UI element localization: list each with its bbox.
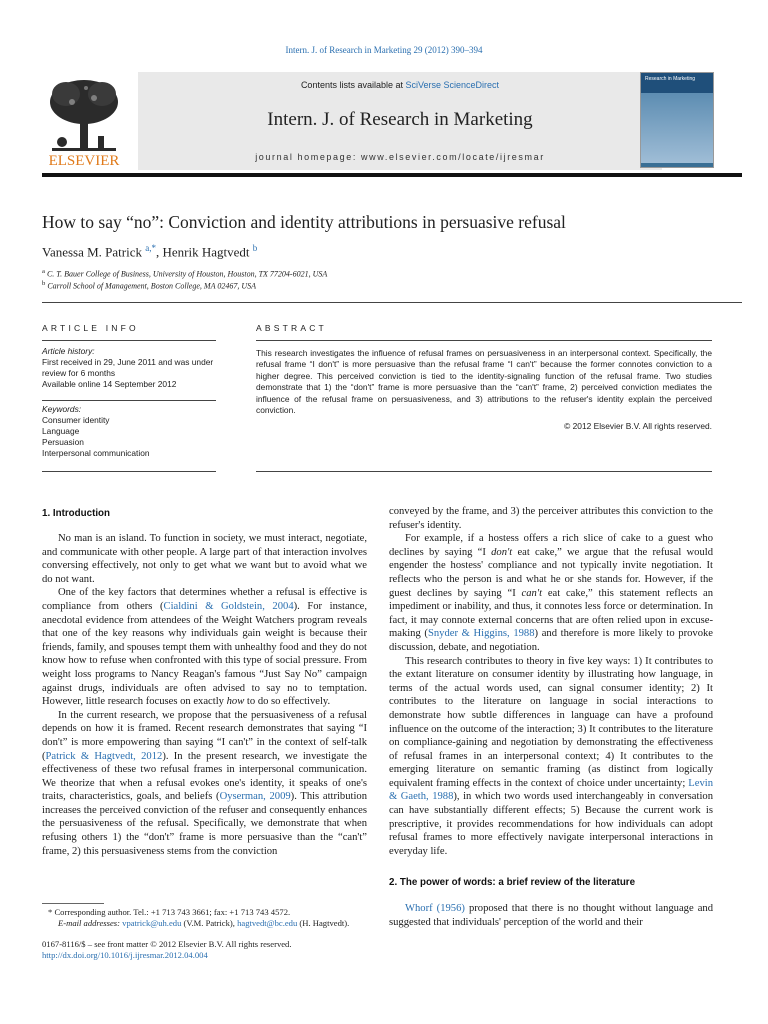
article-history-label: Article history: — [42, 346, 95, 356]
sciencedirect-link[interactable]: SciVerse ScienceDirect — [405, 80, 500, 90]
divider — [256, 340, 712, 341]
citation-link[interactable]: Cialdini & Goldstein, 2004 — [163, 600, 294, 612]
header-rule — [42, 173, 742, 177]
corresponding-author-note: * Corresponding author. Tel.: +1 713 743 3661; fax: +1 713 743 4572. — [48, 907, 291, 917]
affiliation-b: $^b$ Carroll School of Management, Boston College, MA 02467, USA — [42, 280, 256, 291]
citation-link[interactable]: Oyserman, 2009 — [219, 791, 291, 803]
keywords — [42, 404, 222, 459]
right-column — [389, 505, 713, 858]
keyword[interactable]: Language — [42, 426, 80, 436]
paragraph: In the current research, we propose that the persuasiveness of a refusal depends on how it is framed. Recent research demonstrates that saying “I don't” is more empowering than saying “I can't” in the context of self-talk (Patrick & Hagtvedt, 2012). In the present research, we investigate the effectiveness of these two refusal frames in interpersonal communication. We theorize that when a refusal evokes one's identity, it speaks of one's traits, characteristics, goals, and beliefs (Oyserman, 2009). This attribution increases the perceived conviction of the refuser and consequently enhances the persuasiveness of the refusal. Specifically, we demonstrate that when refusing others 1) the “don't” frame is more persuasive than the “can't” frame, 2) this persuasiveness stems from the conviction — [42, 709, 368, 857]
contents-line: Contents lists available at SciVerse ScienceDirect — [300, 80, 500, 90]
email-link[interactable]: vpatrick@uh.edu — [122, 918, 182, 928]
keyword[interactable]: Consumer identity — [42, 415, 110, 425]
article-history: Article history: First received in 29, June 2011 and was under review for 6 months Available online 14 September 2012 — [42, 346, 214, 389]
journal-title: Intern. J. of Research in Marketing — [267, 109, 533, 130]
paragraph: For example, if a hostess offers a rich slice of cake to a guest who declines by saying “I don't eat cake,” we argue that the refusal would engender the hostess' compliance and not typically invite negotiation. It reflects who the person is and what he or she stands for. However, if the guest declines by saying “I can't eat cake,” this statement reflects an impediment or inability, and thus, it connotes less force or determination. In fact, it may connote external concerns that are often relied upon in excuse-making (Snyder & Higgins, 1988) and therefore is more likely to provoke discussion, debate, and negotiation. — [389, 533, 713, 653]
footnotes — [42, 907, 372, 929]
journal-reference[interactable]: Intern. J. of Research in Marketing 29 (2012) 390–394 — [285, 45, 483, 55]
section-heading-literature: 2. The power of words: a brief review of the literature — [389, 877, 636, 888]
citation-link[interactable]: Levin & Gaeth, 1988 — [389, 777, 713, 803]
divider — [256, 471, 712, 472]
abstract-heading: ABSTRACT — [256, 323, 327, 333]
journal-cover-thumbnail[interactable] — [640, 72, 714, 168]
author-superscript[interactable]: b — [252, 243, 258, 253]
article-info-heading: ARTICLE INFO — [42, 323, 139, 333]
keyword[interactable]: Persuasion — [42, 437, 84, 447]
email-note: E-mail addresses: vpatrick@uh.edu (V.M. Patrick), hagtvedt@bc.edu (H. Hagtvedt). — [58, 918, 350, 928]
abstract-body: This research investigates the influence of refusal frames on persuasiveness in an interpersonal context. Specifically, the refusal frame “I don't” is more persuasive than the refusal frame “I can't” because the former connotes conviction to a higher degree. This perceived conviction is tied to the identity-signaling function of the refusal frame. Two studies demonstrate that 1) the “don't” frame is more persuasive than the “can't” frame, 2) perceived conviction mediates the influence of the refusal frame on persuasiveness, and 3) attributions to the refuser's identity explain the perceived conviction. — [256, 348, 712, 416]
email-link[interactable]: hagtvedt@bc.edu — [237, 918, 298, 928]
masthead — [42, 72, 742, 176]
divider — [42, 302, 742, 303]
left-column — [42, 532, 367, 858]
footnote-rule — [42, 903, 104, 904]
divider — [42, 471, 216, 472]
elsevier-wordmark: ELSEVIER — [48, 153, 120, 169]
doi-link[interactable]: http://dx.doi.org/10.1016/j.ijresmar.2012.04.004 — [42, 950, 208, 960]
author-name[interactable]: Vanessa M. Patrick — [42, 244, 143, 260]
cover-title: Research in Marketing — [641, 73, 713, 93]
journal-homepage[interactable]: journal homepage: www.elsevier.com/locate/ijresmar — [255, 152, 545, 162]
journal-banner — [138, 72, 662, 170]
citation-link[interactable]: Patrick & Hagtvedt, 2012 — [45, 750, 163, 762]
keywords-label: Keywords: — [42, 404, 82, 414]
author-name[interactable]: Henrik Hagtvedt — [162, 244, 250, 260]
front-matter — [42, 939, 372, 961]
divider — [42, 340, 216, 341]
keyword[interactable]: Interpersonal communication — [42, 448, 150, 458]
paragraph: One of the key factors that determines whether a refusal is effective is compliance from others (Cialdini & Goldstein, 2004). For instance, anecdotal evidence from attendees of the Weight Watchers program reveals that one of the key reasons why individuals gain weight is because their friends, family, and spouses tempt them with unhealthy food and they do not know how to refuse when confronted with this type of social pressure. From weight loss programs to Nancy Reagan's famous “Just Say No” campaign against drugs, individuals are often advised to say no to temptation. However, little research focuses on exactly how to do so effectively. — [42, 587, 367, 708]
author-superscript[interactable]: a,* — [145, 243, 157, 253]
divider — [42, 400, 216, 401]
abstract-copyright: © 2012 Elsevier B.V. All rights reserved. — [564, 421, 712, 431]
section-heading-introduction: 1. Introduction — [42, 508, 111, 519]
citation-link[interactable]: Whorf (1956) — [405, 903, 465, 914]
affiliation-a: $^a$ C. T. Bauer College of Business, University of Houston, Houston, TX 77204-6021, USA — [42, 268, 328, 279]
paragraph: conveyed by the frame, and 3) the perceiver attributes this conviction to the refuser's identity. — [389, 506, 713, 531]
citation-link[interactable]: Snyder & Higgins, 1988 — [427, 628, 535, 640]
cover-image — [641, 93, 713, 163]
paragraph: This research contributes to theory in five key ways: 1) It contributes to the extant literature on consumer identity by illustrating how language, in terms of the actual words used, can signal consumer identity; 2) It contributes to the literature on language in social interactions to demonstrate how subtle differences in language can have a profound influence on the outcome of the interaction; 3) It contributes to the literature on compliance-gaining and negotiation by demonstrating the effectiveness of refusal frames in an interpersonal context; 4) It contributes to the emerging literature on semantic framing (as distinct from logically equivalent framing effects in the context of choice under uncertainty; Levin & Gaeth, 1988), in which two words used interchangeably in conversation can have substantially different effects; 5) Because the current work is prescriptive, it provides recommendations for how individuals can adopt refusal frames to more effectively navigate interpersonal interactions in everyday life. — [389, 655, 713, 857]
paper-title: How to say “no”: Conviction and identity attributions in persuasive refusal — [42, 212, 566, 232]
paragraph: No man is an island. To function in society, we must interact, negotiate, and communicate with other people. A large part of that interaction involves conversing effectively, not only to get what we want but to avoid what we do not want. — [42, 533, 367, 585]
paragraph: Whorf (1956) proposed that there is no thought without language and suggested that individuals' perception of the world and their — [389, 903, 713, 928]
elsevier-logo — [42, 72, 126, 170]
author-list: Vanessa M. Patrick $^{a,*}$, Henrik Hagtvedt $^b$ — [42, 243, 258, 260]
issn-line: 0167-8116/$ – see front matter © 2012 Elsevier B.V. All rights reserved. — [42, 939, 292, 949]
right-column-continued — [389, 902, 713, 929]
